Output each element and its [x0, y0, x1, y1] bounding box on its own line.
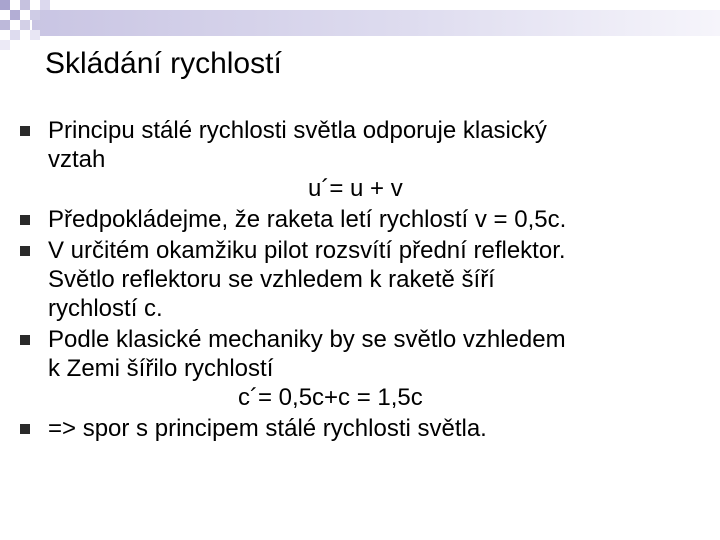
bullet-text-line: Světlo reflektoru se vzhledem k raketě šíří — [48, 266, 495, 293]
deco-square — [30, 10, 40, 20]
bullet-text-line: Předpokládejme, že raketa letí rychlostí v = 0,5c. — [48, 206, 567, 233]
bullet-text-line: vztah — [48, 146, 106, 173]
bullet-text-line: rychlostí c. — [48, 295, 163, 322]
formula: u´= u + v — [308, 175, 403, 202]
deco-square — [40, 0, 50, 10]
bullet-text-line: V určitém okamžiku pilot rozsvítí přední reflektor. — [48, 237, 566, 264]
bullet-item — [0, 205, 720, 234]
bullet-square-icon — [20, 215, 30, 225]
bullet-item — [0, 236, 720, 323]
bullet-text-line: k Zemi šířilo rychlostí — [48, 355, 274, 382]
bullet-square-icon — [20, 335, 30, 345]
bullet-item — [0, 414, 720, 443]
bullet-square-icon — [20, 126, 30, 136]
slide-title: Skládání rychlostí — [45, 47, 282, 80]
deco-square — [0, 20, 10, 30]
header-band — [32, 10, 720, 36]
deco-square — [20, 20, 30, 30]
deco-square — [30, 30, 40, 40]
deco-square — [10, 30, 20, 40]
bullet-square-icon — [20, 424, 30, 434]
formula: c´= 0,5c+c = 1,5c — [238, 384, 423, 411]
deco-square — [0, 40, 10, 50]
bullet-item — [0, 325, 720, 412]
bullet-list — [0, 116, 720, 445]
bullet-text-line: Podle klasické mechaniky by se světlo vzhledem — [48, 326, 566, 353]
deco-square — [10, 10, 20, 20]
deco-square — [20, 0, 30, 10]
bullet-text-line: => spor s principem stálé rychlosti světla. — [48, 415, 487, 442]
bullet-square-icon — [20, 246, 30, 256]
deco-square — [0, 0, 10, 10]
bullet-text-line: Principu stálé rychlosti světla odporuje klasický — [48, 117, 547, 144]
bullet-item — [0, 116, 720, 203]
